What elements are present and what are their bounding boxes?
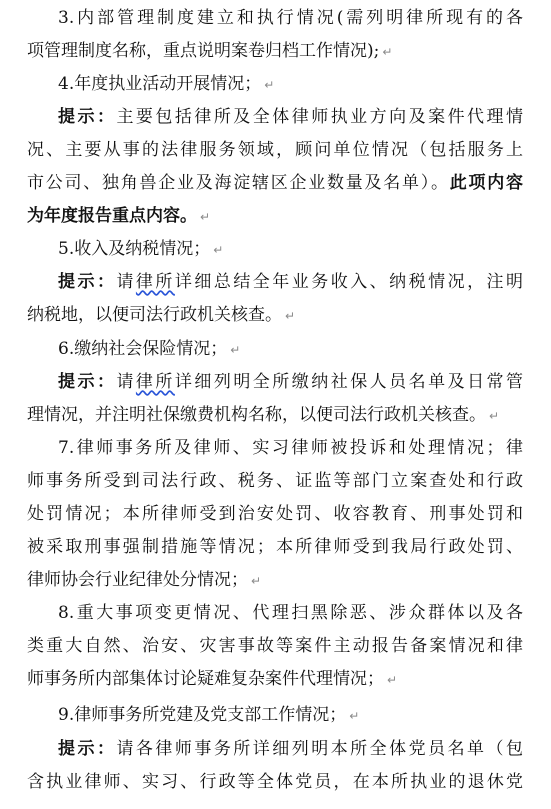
paragraph-mark: ↵ xyxy=(285,309,296,323)
item-5-tip-line-2: 纳税地，以便司法行政机关核查。 ↵ xyxy=(27,305,296,325)
paragraph-mark: ↵ xyxy=(213,243,224,257)
item-9-tip-line-2: 含执业律师、实习、行政等全体党员，在本所执业的退休党 xyxy=(27,772,523,792)
paragraph-mark: ↵ xyxy=(489,409,500,423)
tip-label: 提示： xyxy=(58,739,117,759)
item-3-line-1: 3.内部管理制度建立和执行情况(需列明律所现有的各 xyxy=(58,8,523,28)
item-6-tip-line-1: 提示：请律所详细列明全所缴纳社保人员名单及日常管 xyxy=(58,372,523,392)
item-4-tip-line-2: 况、主要从事的法律服务领域，顾问单位情况（包括服务上 xyxy=(27,140,523,160)
item-7-line-4: 被采取刑事强制措施等情况；本所律师受到我局行政处罚、 xyxy=(27,537,523,557)
item-7-line-3: 处罚情况；本所律师受到治安处罚、收容教育、刑事处罚和 xyxy=(27,504,523,524)
item-6-tip-line-2: 理情况，并注明社保缴费机构名称，以便司法行政机关核查。 ↵ xyxy=(27,405,500,425)
paragraph-mark: ↵ xyxy=(200,210,211,224)
item-8-line-1: 8.重大事项变更情况、代理扫黑除恶、涉众群体以及各 xyxy=(58,603,523,623)
tip-label: 提示： xyxy=(58,372,117,392)
item-7-line-2: 师事务所受到司法行政、税务、证监等部门立案查处和行政 xyxy=(27,471,523,491)
paragraph-mark: ↵ xyxy=(251,574,262,588)
item-4-tip-line-4: 为年度报告重点内容。 ↵ xyxy=(27,206,211,226)
paragraph-mark: ↵ xyxy=(382,45,393,59)
tip-label: 提示： xyxy=(58,272,117,292)
paragraph-mark: ↵ xyxy=(349,709,360,723)
item-9-heading: 9.律师事务所党建及党支部工作情况； ↵ xyxy=(58,705,360,725)
item-6-heading: 6.缴纳社会保险情况； ↵ xyxy=(58,339,241,359)
item-8-line-3: 师事务所内部集体讨论疑难复杂案件代理情况； ↵ xyxy=(27,669,398,689)
paragraph-mark: ↵ xyxy=(230,343,241,357)
tip-label: 提示： xyxy=(58,107,117,127)
item-7-line-1: 7.律师事务所及律师、实习律师被投诉和处理情况；律 xyxy=(58,438,523,458)
item-5-heading: 5.收入及纳税情况； ↵ xyxy=(58,239,224,259)
item-4-tip-line-3: 市公司、独角兽企业及海淀辖区企业数量及名单）。此项内容 xyxy=(27,173,523,193)
item-4-heading: 4.年度执业活动开展情况； ↵ xyxy=(58,74,275,94)
item-8-line-2: 类重大自然、治安、灾害事故等案件主动报告备案情况和律 xyxy=(27,636,523,656)
item-7-line-5: 律师协会行业纪律处分情况； ↵ xyxy=(27,570,262,590)
paragraph-mark: ↵ xyxy=(264,78,275,92)
item-9-tip-line-1: 提示：请各律师事务所详细列明本所全体党员名单（包 xyxy=(58,739,523,759)
item-3-line-2: 项管理制度名称，重点说明案卷归档工作情况); ↵ xyxy=(27,41,393,61)
item-4-tip-line-1: 提示：主要包括律所及全体律师执业方向及案件代理情 xyxy=(58,107,523,127)
item-5-tip-line-1: 提示：请律所详细总结全年业务收入、纳税情况，注明 xyxy=(58,272,523,292)
paragraph-mark: ↵ xyxy=(387,673,398,687)
